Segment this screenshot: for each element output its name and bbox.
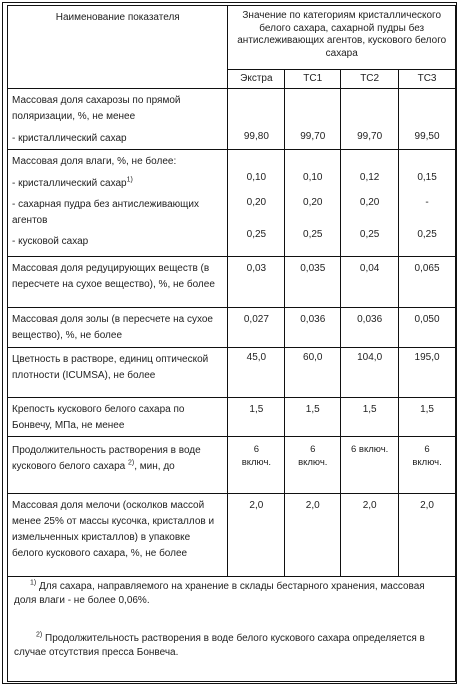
value-cell: 2,0 (228, 494, 285, 577)
value-cell: 0,04 (341, 257, 399, 308)
row-label-reducing: Массовая доля редуцирующих веществ (в пересчете на сухое вещество), %, не более (8, 257, 228, 308)
row-label-strength: Крепость кускового белого сахара по Бонвечу, МПа, не менее (8, 398, 228, 437)
footnote-mark-1: 1) (126, 176, 133, 184)
value-cell: 0,036 (285, 308, 341, 348)
value-cell: 0,03 (228, 257, 285, 308)
value-cell: 104,0 (341, 348, 399, 398)
header-column-ts2: ТС2 (341, 70, 399, 89)
value-cell: 0,027 (228, 308, 285, 348)
value-cell: 1,5 (341, 398, 399, 437)
value-cell: 195,0 (399, 348, 456, 398)
footnote-2: $^{2)}$ Продолжительность растворения в воде белого кускового сахара определяется в случае отсутствия пресса Бонвеча. (14, 631, 425, 658)
sugar-specification-table (7, 5, 456, 577)
row-label-ash: Массовая доля золы (в пересчете на сухое вещество), %, не более (8, 308, 228, 348)
value-cell: 99,50 (399, 89, 456, 150)
table-row (8, 257, 456, 308)
row-label-dissolution: Продолжительность растворения в воде кускового белого сахара $^{2)}$, мин, до (8, 437, 228, 494)
value-cell: 6 включ. (285, 437, 341, 494)
value-cell: 0,15 - 0,25 (399, 150, 456, 257)
value-cell: 1,5 (228, 398, 285, 437)
table-row (8, 437, 456, 494)
value-cell: 0,10 0,20 0,25 (285, 150, 341, 257)
row-label-moisture: Массовая доля влаги, %, не более: - кристаллический сахар$^{1)}$ - сахарная пудра без антислеживающих агентов - кусковой сахар (8, 150, 228, 257)
value-cell: 2,0 (341, 494, 399, 577)
row-label-color: Цветность в растворе, единиц оптической плотности (ICUMSA), не более (8, 348, 228, 398)
value-cell: 1,5 (285, 398, 341, 437)
value-cell: 0,10 0,20 0,25 (228, 150, 285, 257)
value-cell: 6 включ. (228, 437, 285, 494)
header-column-ts3: ТС3 (399, 70, 456, 89)
value-cell: 99,70 (341, 89, 399, 150)
value-cell: 0,12 0,20 0,25 (341, 150, 399, 257)
table-row (8, 89, 456, 150)
row-label-sucrose: Массовая доля сахарозы по прямой поляризации, %, не менее - кристаллический сахар (8, 89, 228, 150)
table-row (8, 348, 456, 398)
value-cell: 0,050 (399, 308, 456, 348)
value-cell: 2,0 (285, 494, 341, 577)
value-cell: 0,036 (341, 308, 399, 348)
table-row (8, 494, 456, 577)
table-row (8, 308, 456, 348)
value-cell: 0,065 (399, 257, 456, 308)
value-cell: 99,70 (285, 89, 341, 150)
value-cell: 99,80 (228, 89, 285, 150)
header-column-extra: Экстра (228, 70, 285, 89)
header-category-title: Значение по категориям кристаллического белого сахара, сахарной пудры без антислеживающих агентов, кускового белого сахара (228, 6, 456, 70)
value-cell: 1,5 (399, 398, 456, 437)
header-name-column: Наименование показателя (8, 6, 228, 89)
value-cell: 60,0 (285, 348, 341, 398)
footnote-1: $^{1)}$ Для сахара, направляемого на хранение в склады бестарного хранения, массовая доля влаги - не более 0,06%. (14, 579, 425, 606)
value-cell: 6 включ. (399, 437, 456, 494)
header-column-ts1: ТС1 (285, 70, 341, 89)
value-cell: 6 включ. (341, 437, 399, 494)
value-cell: 45,0 (228, 348, 285, 398)
table-row (8, 398, 456, 437)
value-cell: 0,035 (285, 257, 341, 308)
row-label-fines: Массовая доля мелочи (осколков массой менее 25% от массы кусочка, кристаллов и измельченных кристаллов) в упаковке белого кускового сахара, %, не более (8, 494, 228, 577)
footnote-mark-2: 2) (128, 459, 135, 467)
table-row (8, 150, 456, 257)
value-cell: 2,0 (399, 494, 456, 577)
footnotes-section (7, 570, 456, 682)
